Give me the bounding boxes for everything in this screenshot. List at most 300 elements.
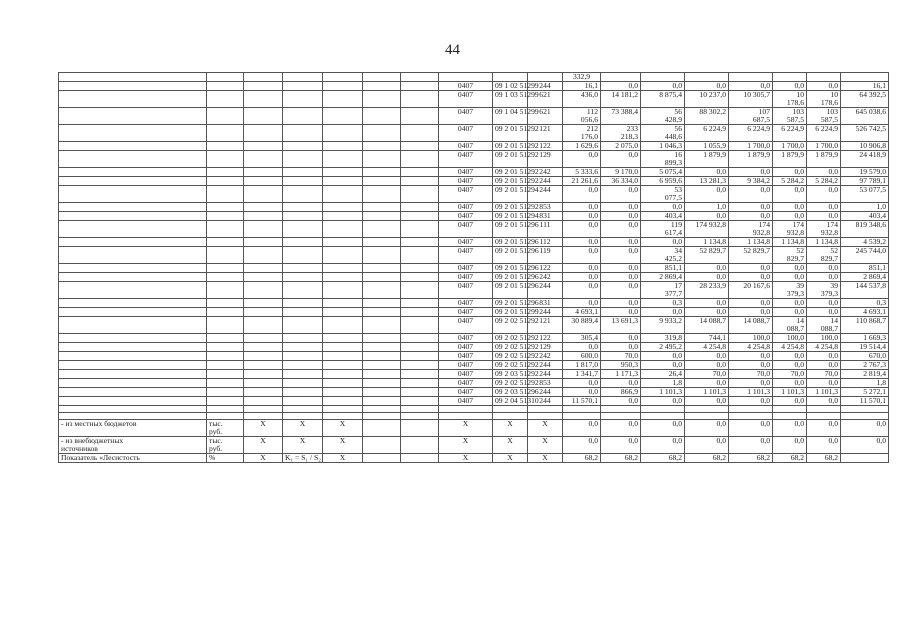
target-article-cell: 09 1 02 51299 bbox=[493, 82, 528, 91]
value-cell: 526 742,5 bbox=[841, 125, 889, 142]
table-cell bbox=[401, 264, 439, 273]
value-cell: 0,0 bbox=[601, 247, 641, 264]
section-code-cell: 0407 bbox=[439, 308, 493, 317]
target-article-cell: 09 2 01 51294 bbox=[493, 212, 528, 221]
value-cell: 0,0 bbox=[641, 437, 685, 454]
value-cell: 0,0 bbox=[807, 203, 841, 212]
value-cell: 0,0 bbox=[641, 308, 685, 317]
table-row bbox=[59, 317, 889, 334]
value-cell: 34 425,2 bbox=[641, 247, 685, 264]
table-cell bbox=[323, 203, 363, 212]
table-cell bbox=[244, 406, 283, 413]
table-cell bbox=[401, 420, 439, 437]
table-cell bbox=[244, 238, 283, 247]
value-cell: 6 224,9 bbox=[729, 125, 773, 142]
table-cell bbox=[323, 168, 363, 177]
value-cell: 0,0 bbox=[773, 203, 807, 212]
table-cell: X bbox=[283, 437, 323, 454]
table-cell bbox=[401, 238, 439, 247]
target-article-cell: 09 2 01 51296 bbox=[493, 221, 528, 238]
table-cell bbox=[363, 264, 401, 273]
value-cell: 1 101,3 bbox=[773, 388, 807, 397]
target-article-cell: 09 2 02 51292 bbox=[493, 361, 528, 370]
value-cell: 950,3 bbox=[601, 361, 641, 370]
table-cell bbox=[207, 299, 244, 308]
table-cell bbox=[283, 406, 323, 413]
value-cell: 0,0 bbox=[807, 420, 841, 437]
table-cell bbox=[207, 334, 244, 343]
value-cell: 0,0 bbox=[807, 299, 841, 308]
table-cell bbox=[401, 82, 439, 91]
table-cell bbox=[363, 221, 401, 238]
value-cell: 68,2 bbox=[773, 454, 807, 463]
value-cell: 88 302,2 bbox=[685, 108, 729, 125]
value-cell: 16 899,3 bbox=[641, 151, 685, 168]
value-cell: 174 932,8 bbox=[807, 221, 841, 238]
table-cell bbox=[363, 370, 401, 379]
value-cell: 10 305,7 bbox=[729, 91, 773, 108]
value-cell: 0,0 bbox=[601, 221, 641, 238]
expense-type-cell: 831 bbox=[528, 212, 563, 221]
table-row bbox=[59, 406, 889, 413]
value-cell: 0,0 bbox=[601, 308, 641, 317]
table-cell bbox=[528, 406, 563, 413]
table-cell bbox=[283, 343, 323, 352]
value-cell: 4 254,8 bbox=[773, 343, 807, 352]
table-cell bbox=[363, 406, 401, 413]
table-cell bbox=[401, 91, 439, 108]
table-cell bbox=[207, 406, 244, 413]
value-cell: 0,0 bbox=[641, 420, 685, 437]
table-cell bbox=[323, 388, 363, 397]
value-cell: 1 101,3 bbox=[807, 388, 841, 397]
value-cell: 0,0 bbox=[729, 379, 773, 388]
value-cell: 1 101,3 bbox=[641, 388, 685, 397]
expense-type-cell: 244 bbox=[528, 397, 563, 406]
value-cell: 1 341,7 bbox=[563, 370, 601, 379]
table-cell bbox=[363, 238, 401, 247]
table-cell bbox=[401, 299, 439, 308]
table-cell bbox=[283, 388, 323, 397]
table-cell bbox=[401, 221, 439, 238]
summary-row bbox=[59, 437, 889, 454]
value-cell: 233 218,3 bbox=[601, 125, 641, 142]
value-cell: 0,0 bbox=[563, 282, 601, 299]
value-cell: 1 700,0 bbox=[807, 142, 841, 151]
value-cell: 851,1 bbox=[641, 264, 685, 273]
expense-type-cell: 111 bbox=[528, 221, 563, 238]
value-cell: 4 254,8 bbox=[729, 343, 773, 352]
expense-type-cell: 621 bbox=[528, 108, 563, 125]
value-cell: 21 261,6 bbox=[563, 177, 601, 186]
value-cell: 9 170,0 bbox=[601, 168, 641, 177]
value-cell: 1 879,9 bbox=[773, 151, 807, 168]
table-cell bbox=[59, 186, 207, 203]
table-cell: X bbox=[528, 420, 563, 437]
value-cell: 2 819,4 bbox=[841, 370, 889, 379]
table-cell bbox=[244, 308, 283, 317]
target-article-cell: 09 1 03 51299 bbox=[493, 91, 528, 108]
table-cell bbox=[283, 370, 323, 379]
table-cell bbox=[207, 238, 244, 247]
table-cell bbox=[401, 73, 439, 82]
section-code-cell: 0407 bbox=[439, 361, 493, 370]
table-cell bbox=[283, 273, 323, 282]
value-cell: 103 587,5 bbox=[807, 108, 841, 125]
table-cell bbox=[244, 82, 283, 91]
table-cell bbox=[207, 142, 244, 151]
expense-type-cell: 244 bbox=[528, 82, 563, 91]
section-code-cell: 0407 bbox=[439, 379, 493, 388]
table-cell bbox=[323, 352, 363, 361]
table-cell bbox=[323, 221, 363, 238]
unit-cell: тыс. руб. bbox=[207, 437, 244, 454]
table-cell bbox=[439, 406, 493, 413]
table-cell bbox=[323, 406, 363, 413]
summary-label-cell: Показатель «Лесистость bbox=[59, 454, 207, 463]
value-cell: 0,0 bbox=[807, 379, 841, 388]
table-cell bbox=[59, 334, 207, 343]
value-cell: 68,2 bbox=[601, 454, 641, 463]
table-cell bbox=[401, 343, 439, 352]
section-code-cell: 0407 bbox=[439, 125, 493, 142]
value-cell: 670,0 bbox=[841, 352, 889, 361]
value-cell: 1 055,9 bbox=[685, 142, 729, 151]
value-cell: 1 879,9 bbox=[807, 151, 841, 168]
value-cell: 0,0 bbox=[773, 397, 807, 406]
table-cell bbox=[207, 370, 244, 379]
value-cell: 0,0 bbox=[773, 264, 807, 273]
value-cell: 1 700,0 bbox=[773, 142, 807, 151]
table-cell: X bbox=[283, 420, 323, 437]
value-cell: 0,0 bbox=[773, 361, 807, 370]
value-cell: 1 101,3 bbox=[685, 388, 729, 397]
expense-type-cell: 129 bbox=[528, 343, 563, 352]
target-article-cell: 09 2 01 51296 bbox=[493, 264, 528, 273]
value-cell: 0,0 bbox=[729, 397, 773, 406]
target-article-cell: 09 2 02 51292 bbox=[493, 317, 528, 334]
table-cell bbox=[207, 221, 244, 238]
value-cell: 1 879,9 bbox=[729, 151, 773, 168]
table-cell bbox=[363, 420, 401, 437]
value-cell: 0,0 bbox=[601, 334, 641, 343]
table-cell bbox=[283, 397, 323, 406]
unit-cell: тыс. руб. bbox=[207, 420, 244, 437]
table-cell bbox=[401, 406, 439, 413]
table-cell bbox=[207, 397, 244, 406]
value-cell: 107 687,5 bbox=[729, 108, 773, 125]
table-cell bbox=[207, 273, 244, 282]
value-cell: 9 933,2 bbox=[641, 317, 685, 334]
table-cell: X bbox=[439, 454, 493, 463]
expense-type-cell: 129 bbox=[528, 151, 563, 168]
value-cell: 24 418,9 bbox=[841, 151, 889, 168]
value-cell: 0,0 bbox=[563, 388, 601, 397]
table-cell bbox=[283, 247, 323, 264]
value-cell: 6 224,9 bbox=[807, 125, 841, 142]
table-cell bbox=[323, 125, 363, 142]
table-cell bbox=[283, 125, 323, 142]
value-cell: 1,8 bbox=[641, 379, 685, 388]
target-article-cell: 09 2 01 51292 bbox=[493, 203, 528, 212]
table-cell bbox=[244, 151, 283, 168]
table-cell bbox=[401, 142, 439, 151]
value-cell: 0,0 bbox=[807, 437, 841, 454]
table-cell bbox=[244, 247, 283, 264]
value-cell: 97 789,1 bbox=[841, 177, 889, 186]
table-cell bbox=[363, 388, 401, 397]
expense-type-cell: 112 bbox=[528, 238, 563, 247]
table-cell bbox=[563, 406, 601, 413]
value-cell: 11 570,1 bbox=[563, 397, 601, 406]
value-cell: 144 537,8 bbox=[841, 282, 889, 299]
table-cell bbox=[363, 437, 401, 454]
value-cell: 11 570,1 bbox=[841, 397, 889, 406]
value-cell: 2 869,4 bbox=[641, 273, 685, 282]
expense-type-cell: 242 bbox=[528, 273, 563, 282]
table-cell bbox=[283, 317, 323, 334]
table-cell bbox=[401, 317, 439, 334]
value-cell: 0,0 bbox=[563, 238, 601, 247]
table-cell bbox=[401, 413, 439, 420]
value-cell: 0,0 bbox=[685, 168, 729, 177]
value-cell: 0,0 bbox=[773, 186, 807, 203]
value-cell: 0,0 bbox=[641, 238, 685, 247]
expense-type-cell: 122 bbox=[528, 264, 563, 273]
expense-type-cell: 853 bbox=[528, 203, 563, 212]
expense-type-cell: 242 bbox=[528, 352, 563, 361]
value-cell: 0,0 bbox=[685, 397, 729, 406]
value-cell: 0,0 bbox=[685, 308, 729, 317]
expense-type-cell: 244 bbox=[528, 388, 563, 397]
table-cell bbox=[59, 379, 207, 388]
value-cell: 0,0 bbox=[807, 168, 841, 177]
value-cell: 70,0 bbox=[729, 370, 773, 379]
table-cell bbox=[601, 406, 641, 413]
table-cell bbox=[244, 142, 283, 151]
section-code-cell: 0407 bbox=[439, 212, 493, 221]
summary-row bbox=[59, 454, 889, 463]
table-cell bbox=[283, 91, 323, 108]
value-cell: 0,0 bbox=[685, 361, 729, 370]
expense-type-cell: 244 bbox=[528, 361, 563, 370]
value-cell: 68,2 bbox=[563, 454, 601, 463]
table-cell bbox=[283, 142, 323, 151]
value-cell: 0,3 bbox=[841, 299, 889, 308]
table-cell bbox=[323, 282, 363, 299]
table-cell bbox=[685, 406, 729, 413]
value-cell: 0,0 bbox=[563, 221, 601, 238]
table-cell: K₁ = S₁ / S₂ bbox=[283, 454, 323, 463]
table-cell bbox=[323, 379, 363, 388]
table-cell bbox=[207, 168, 244, 177]
summary-label-cell: - из местных бюджетов bbox=[59, 420, 207, 437]
target-article-cell: 09 2 01 51292 bbox=[493, 125, 528, 142]
value-cell: 0,0 bbox=[841, 420, 889, 437]
table-cell bbox=[401, 397, 439, 406]
value-cell: 68,2 bbox=[807, 454, 841, 463]
target-article-cell: 09 2 03 51292 bbox=[493, 370, 528, 379]
section-code-cell: 0407 bbox=[439, 397, 493, 406]
section-code-cell: 0407 bbox=[439, 238, 493, 247]
table-cell bbox=[283, 379, 323, 388]
table-cell bbox=[207, 203, 244, 212]
table-cell bbox=[363, 308, 401, 317]
table-cell bbox=[363, 142, 401, 151]
table-cell bbox=[59, 264, 207, 273]
table-cell bbox=[244, 186, 283, 203]
table-cell: X bbox=[244, 437, 283, 454]
table-cell bbox=[59, 273, 207, 282]
value-cell: 0,0 bbox=[729, 82, 773, 91]
table-cell bbox=[207, 82, 244, 91]
value-cell: 0,0 bbox=[807, 264, 841, 273]
value-cell: 16,1 bbox=[563, 82, 601, 91]
table-cell bbox=[363, 125, 401, 142]
section-code-cell: 0407 bbox=[439, 352, 493, 361]
section-code-cell: 0407 bbox=[439, 203, 493, 212]
budget-table bbox=[58, 72, 889, 463]
table-cell bbox=[244, 91, 283, 108]
table-cell bbox=[363, 82, 401, 91]
value-cell: 52 829,7 bbox=[729, 247, 773, 264]
value-cell: 0,3 bbox=[641, 299, 685, 308]
table-cell bbox=[59, 299, 207, 308]
table-cell bbox=[207, 108, 244, 125]
target-article-cell: 09 2 02 51292 bbox=[493, 379, 528, 388]
target-article-cell: 09 2 01 51292 bbox=[493, 142, 528, 151]
table-row bbox=[59, 186, 889, 203]
table-row bbox=[59, 247, 889, 264]
value-cell: 6 959,6 bbox=[641, 177, 685, 186]
value-cell: 16,1 bbox=[841, 82, 889, 91]
value-cell: 64 392,5 bbox=[841, 91, 889, 108]
value-cell: 1 629,6 bbox=[563, 142, 601, 151]
target-article-cell: 09 2 02 51292 bbox=[493, 343, 528, 352]
table-cell bbox=[493, 406, 528, 413]
target-article-cell: 09 2 04 51310 bbox=[493, 397, 528, 406]
value-cell: 0,0 bbox=[563, 420, 601, 437]
section-code-cell: 0407 bbox=[439, 177, 493, 186]
table-cell bbox=[59, 352, 207, 361]
section-code-cell: 0407 bbox=[439, 151, 493, 168]
table-cell bbox=[401, 273, 439, 282]
value-cell: 2 075,0 bbox=[601, 142, 641, 151]
table-cell bbox=[401, 388, 439, 397]
table-cell bbox=[207, 247, 244, 264]
target-article-cell: 09 2 01 51296 bbox=[493, 247, 528, 264]
table-cell bbox=[207, 282, 244, 299]
table-row bbox=[59, 151, 889, 168]
value-cell: 0,0 bbox=[807, 361, 841, 370]
value-cell: 0,0 bbox=[773, 379, 807, 388]
section-code-cell: 0407 bbox=[439, 91, 493, 108]
table-cell bbox=[283, 177, 323, 186]
value-cell: 110 868,7 bbox=[841, 317, 889, 334]
table-cell bbox=[401, 203, 439, 212]
value-cell: 1 134,8 bbox=[773, 238, 807, 247]
value-cell: 68,2 bbox=[685, 454, 729, 463]
value-cell: 2 869,4 bbox=[841, 273, 889, 282]
table-cell bbox=[59, 91, 207, 108]
table-cell bbox=[283, 151, 323, 168]
table-cell bbox=[207, 73, 244, 82]
table-cell bbox=[363, 91, 401, 108]
table-cell bbox=[59, 397, 207, 406]
table-cell bbox=[207, 212, 244, 221]
table-cell bbox=[283, 221, 323, 238]
table-cell bbox=[207, 91, 244, 108]
value-cell: 0,0 bbox=[729, 273, 773, 282]
table-cell bbox=[207, 308, 244, 317]
expense-type-cell: 121 bbox=[528, 317, 563, 334]
value-cell: 52 829,7 bbox=[685, 247, 729, 264]
table-cell bbox=[283, 352, 323, 361]
value-cell: 0,0 bbox=[841, 437, 889, 454]
table-cell bbox=[363, 352, 401, 361]
table-cell bbox=[244, 334, 283, 343]
table-cell bbox=[59, 73, 207, 82]
table-cell bbox=[363, 334, 401, 343]
value-cell: 119 617,4 bbox=[641, 221, 685, 238]
table-cell bbox=[401, 352, 439, 361]
table-cell bbox=[323, 73, 363, 82]
table-cell bbox=[323, 212, 363, 221]
value-cell: 13 691,3 bbox=[601, 317, 641, 334]
value-cell: 744,1 bbox=[685, 334, 729, 343]
value-cell: 0,0 bbox=[773, 308, 807, 317]
table-cell bbox=[363, 247, 401, 264]
expense-type-cell: 242 bbox=[528, 168, 563, 177]
target-article-cell: 09 2 01 51292 bbox=[493, 168, 528, 177]
table-cell bbox=[363, 212, 401, 221]
value-cell: 305,4 bbox=[563, 334, 601, 343]
value-cell: 6 224,9 bbox=[685, 125, 729, 142]
value-cell: 0,0 bbox=[729, 299, 773, 308]
table-cell bbox=[59, 370, 207, 379]
table-cell bbox=[283, 82, 323, 91]
table-row bbox=[59, 91, 889, 108]
value-cell: 0,0 bbox=[729, 308, 773, 317]
section-code-cell: 0407 bbox=[439, 247, 493, 264]
table-cell bbox=[207, 177, 244, 186]
table-cell bbox=[323, 308, 363, 317]
value-cell: 174 932,8 bbox=[773, 221, 807, 238]
value-cell: 36 334,0 bbox=[601, 177, 641, 186]
table-cell bbox=[244, 125, 283, 142]
table-cell bbox=[207, 343, 244, 352]
target-article-cell: 09 2 03 51296 bbox=[493, 388, 528, 397]
table-cell: X bbox=[244, 454, 283, 463]
table-row bbox=[59, 108, 889, 125]
value-cell: 9 384,2 bbox=[729, 177, 773, 186]
value-cell: 17 377,7 bbox=[641, 282, 685, 299]
table-cell bbox=[59, 177, 207, 186]
table-cell bbox=[59, 203, 207, 212]
table-cell bbox=[59, 317, 207, 334]
table-cell bbox=[363, 397, 401, 406]
value-cell: 851,1 bbox=[841, 264, 889, 273]
section-code-cell: 0407 bbox=[439, 186, 493, 203]
section-code-cell: 0407 bbox=[439, 108, 493, 125]
table-cell: X bbox=[323, 454, 363, 463]
expense-type-cell: 244 bbox=[528, 370, 563, 379]
section-code-cell: 0407 bbox=[439, 82, 493, 91]
value-cell: 319,8 bbox=[641, 334, 685, 343]
table-cell bbox=[401, 212, 439, 221]
table-cell bbox=[323, 91, 363, 108]
table-cell bbox=[363, 317, 401, 334]
